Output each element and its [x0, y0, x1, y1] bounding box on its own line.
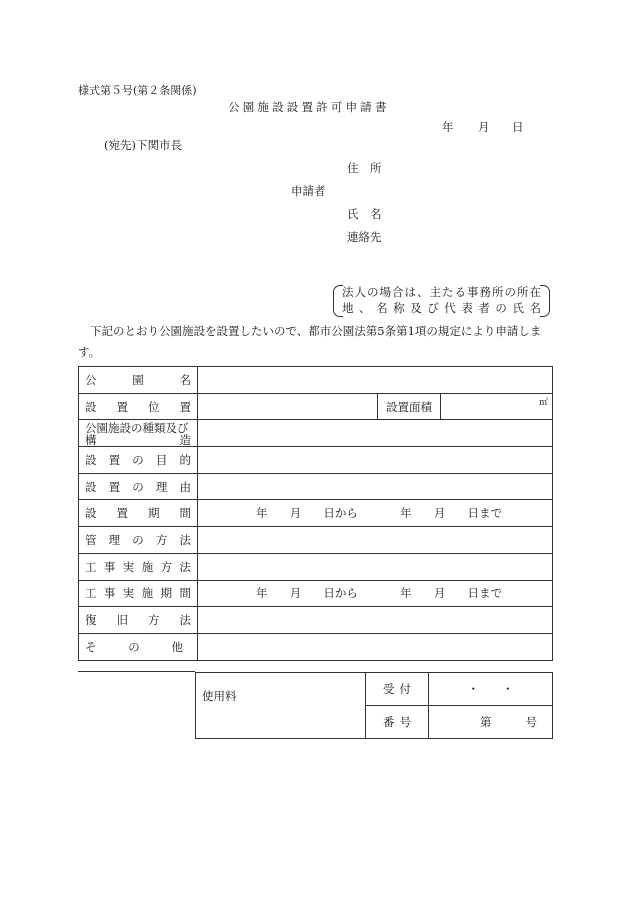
row-period: [79, 500, 553, 527]
restoration-field[interactable]: [198, 607, 553, 634]
addressee: (宛先)下関市長: [104, 138, 182, 152]
row-purpose: [79, 447, 553, 474]
number-value-cell[interactable]: [429, 706, 553, 739]
period-label: 設置期間: [79, 500, 198, 527]
period-month: 月: [289, 506, 302, 521]
reason-field[interactable]: [198, 473, 553, 500]
table-bottom-rule: [78, 671, 195, 672]
application-statement: 下記のとおり公園施設を設置したいので、都市公園法第5条第1項の規定により申請します。: [78, 324, 542, 359]
receipt-value[interactable]: ・ ・: [429, 673, 553, 706]
management-field[interactable]: [198, 527, 553, 554]
park-name-label: 公園名: [79, 367, 198, 394]
corp-note-line-1: 法人の場合は、主たる事務所の所在: [342, 285, 541, 299]
number-suffix: 号: [525, 715, 537, 729]
number-label-cell: [366, 706, 429, 739]
period-year-2: 年: [400, 506, 412, 521]
park-name-field[interactable]: [198, 367, 553, 394]
number-label: [367, 714, 427, 730]
row-construction-method: [79, 553, 553, 580]
application-table: [78, 366, 553, 661]
type-label-line-2: 構造: [85, 432, 191, 447]
number-prefix: 第: [480, 715, 492, 729]
office-use-table: [195, 672, 553, 739]
construction-method-label: 工事実施方法: [79, 553, 198, 580]
receipt-label-cell: [366, 673, 429, 706]
construction-month: 月: [289, 586, 302, 601]
row-reason: [79, 473, 553, 500]
construction-month-2: 月: [433, 586, 446, 601]
period-month-2: 月: [433, 506, 446, 521]
number-value: [430, 714, 551, 730]
page-title: 公園施設設置許可申請書: [228, 100, 390, 114]
area-unit: ㎡: [539, 397, 549, 408]
period-from: 日から: [323, 506, 358, 521]
type-label: [79, 420, 198, 447]
period-dates: [204, 505, 546, 521]
purpose-label: 設置の目的: [79, 447, 198, 474]
construction-period-dates: [204, 585, 546, 601]
receipt-label-text: 受付: [383, 682, 411, 696]
type-field[interactable]: [198, 420, 553, 447]
construction-year: 年: [256, 586, 268, 601]
period-until: 日まで: [467, 506, 503, 521]
date-month-label: 月: [478, 120, 490, 134]
type-label-line-1: 公園施設の種類及び: [85, 420, 189, 435]
row-other: [79, 633, 553, 660]
restoration-label: 復旧方法: [79, 607, 198, 634]
receipt-label: [367, 681, 427, 697]
period-field[interactable]: [198, 500, 553, 527]
applicant-label: 申請者: [291, 184, 326, 198]
right-paren: [540, 285, 550, 317]
construction-method-field[interactable]: [198, 553, 553, 580]
construction-period-field[interactable]: [198, 580, 553, 607]
form-id: 様式第５号(第２条関係): [78, 84, 197, 97]
other-field[interactable]: [198, 633, 553, 660]
other-label: その他: [79, 633, 198, 660]
construction-until: 日まで: [467, 586, 503, 601]
name-label: 氏 名: [347, 207, 382, 221]
address-label: 住 所: [347, 161, 382, 175]
row-management: [79, 527, 553, 554]
date-year-label: 年: [442, 120, 454, 134]
row-location: [79, 393, 553, 420]
location-label: 設置位置: [79, 393, 198, 420]
reason-label: 設置の理由: [79, 473, 198, 500]
fee-cell[interactable]: [196, 673, 366, 739]
row-receipt: [196, 673, 553, 706]
construction-period-label: 工事実施期間: [79, 580, 198, 607]
location-field[interactable]: [198, 393, 378, 420]
contact-label: 連絡先: [347, 230, 382, 244]
row-restoration: [79, 607, 553, 634]
fee-label: 使用料: [202, 689, 237, 703]
corporation-note: [333, 285, 550, 317]
date-day-label: 日: [512, 120, 524, 134]
number-label-text: 番号: [383, 715, 411, 729]
row-construction-period: [79, 580, 553, 607]
row-park-name: [79, 367, 553, 394]
construction-year-2: 年: [400, 586, 412, 601]
corp-note-line-2: 地、名称及び代表者の氏名: [342, 301, 541, 315]
area-label: 設置面積: [378, 393, 441, 420]
row-type: [79, 420, 553, 447]
period-year: 年: [256, 506, 268, 521]
construction-from: 日から: [323, 586, 358, 601]
management-label: 管理の方法: [79, 527, 198, 554]
area-field[interactable]: [441, 393, 553, 420]
purpose-field[interactable]: [198, 447, 553, 474]
